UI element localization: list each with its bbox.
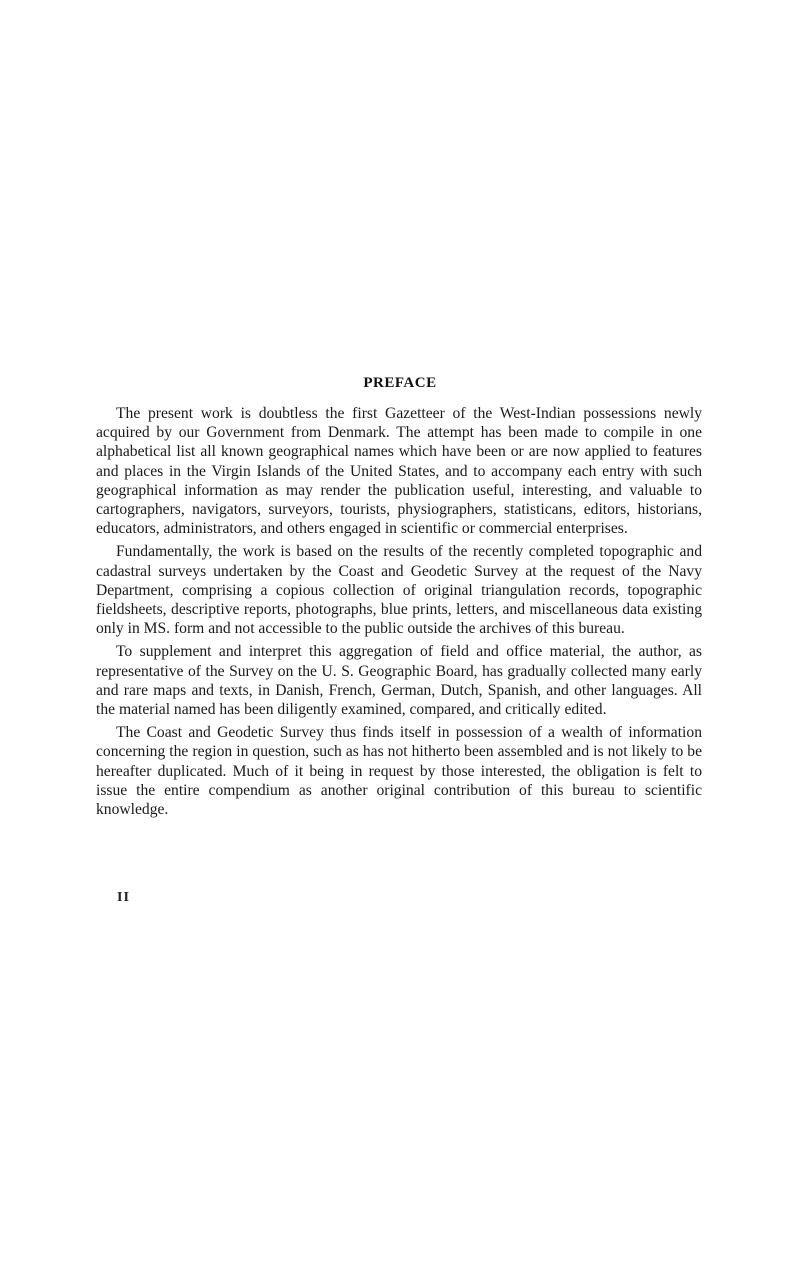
paragraph-4: The Coast and Geodetic Survey thus finds itself in possession of a wealth of information concerning the region in question, such as has not hitherto been assembled and is not likely to be hereafter duplicated. Much of it being in request by those interested, the obligation is felt to issue the entire compendium as another original contribution of this bureau to scientific knowledge. [96, 724, 702, 819]
page-number: II [117, 890, 130, 905]
paragraph-1: The present work is doubtless the first Gazetteer of the West-Indian possessions newly acquired by our Government from Denmark. The attempt has been made to compile in one alphabetical list all known geographical names which have been or are now applied to features and places in the Virgin Islands of the United States, and to accompany each entry with such geographical information as may render the publication useful, interesting, and valuable to cartographers, navigators, surveyors, tourists, physiographers, statisticans, editors, historians, educators, administrators, and others engaged in scientific or commercial enterprises. [96, 405, 702, 538]
paragraph-3: To supplement and interpret this aggregation of field and office material, the author, as representative of the Survey on the U. S. Geographic Board, has gradually collected many early and rare maps and texts, in Danish, French, German, Dutch, Spanish, and other languages. All the material named has been diligently examined, compared, and critically edited. [96, 643, 702, 719]
paragraph-2: Fundamentally, the work is based on the results of the recently completed topographic and cadastral surveys undertaken by the Coast and Geodetic Survey at the request of the Navy Department, comprising a copious collection of original triangulation records, topographic fieldsheets, descriptive reports, photographs, blue prints, letters, and miscellaneous data existing only in MS. form and not accessible to the public outside the archives of this bureau. [96, 543, 702, 638]
preface-body [96, 404, 702, 823]
page-title: PREFACE [363, 375, 437, 391]
